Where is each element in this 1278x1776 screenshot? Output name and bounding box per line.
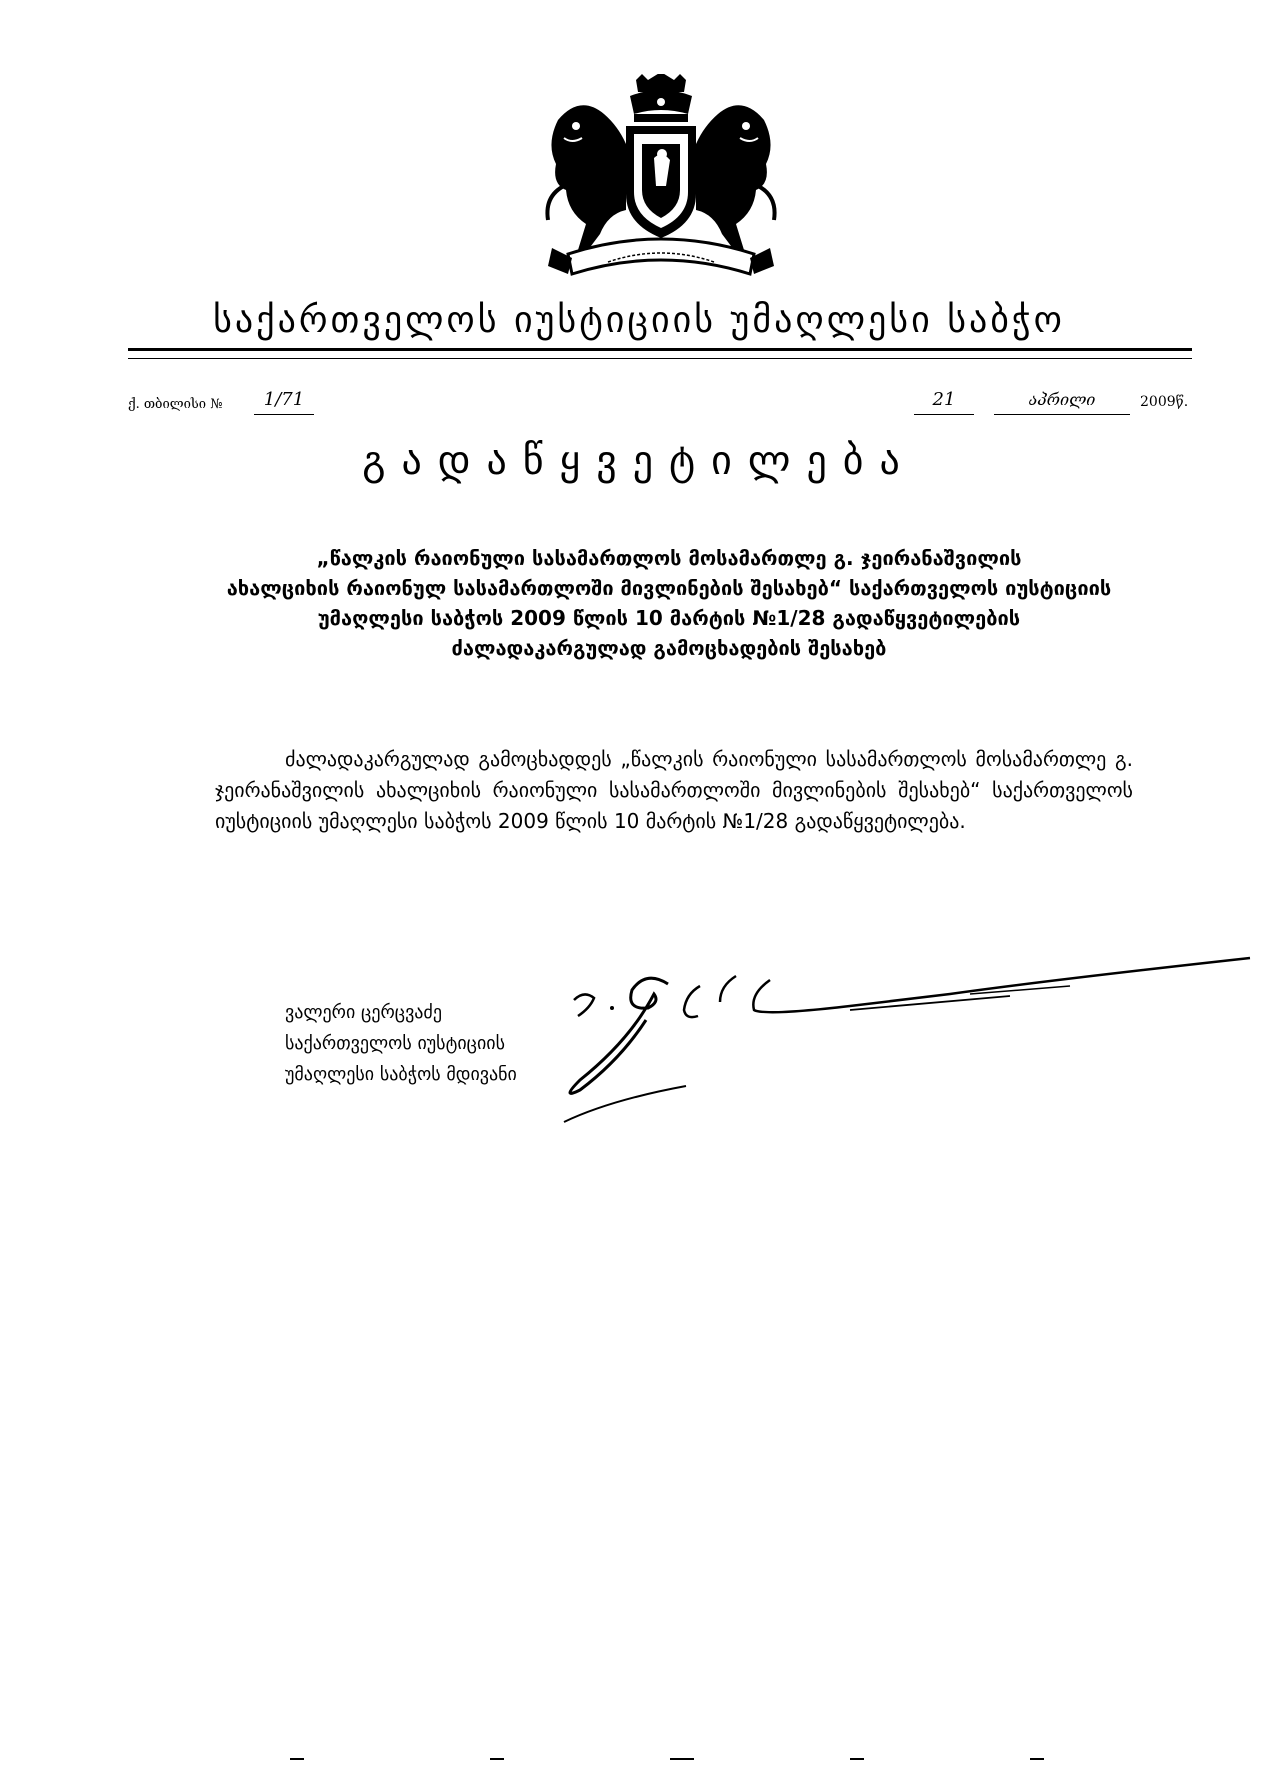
handwritten-signature: [550, 950, 1270, 1130]
document-date: [906, 386, 1196, 414]
header-rule-thin: [128, 358, 1192, 359]
signer-title-line: უმაღლესი საბჭოს მდივანი: [285, 1064, 517, 1085]
signer-title-line: საქართველოს იუსტიციის: [285, 1033, 505, 1054]
signer-block: [285, 997, 517, 1090]
decision-body: ძალადაკარგულად გამოცხადდეს „წალკის რაიონული სასამართლოს მოსამართლე გ. ჯეირანაშვილის ახალციხის რაიონული სასამართლოში მივლინების შესახებ“ საქართველოს იუსტიციის უმაღლესი საბჭოს 2009 წლის 10 მარტის №1/28 გადაწყვეტილება.: [215, 747, 1133, 833]
document-number-label: ქ. თბილისი №: [128, 397, 223, 412]
date-year: 2009წ.: [1140, 394, 1189, 410]
document-number: 1/71: [254, 386, 314, 415]
heading-line: უმაღლესი საბჭოს 2009 წლის 10 მარტის №1/28 გადაწყვეტილების: [317, 606, 1021, 630]
signer-name: ვალერი ცერცვაძე: [285, 1002, 442, 1023]
heading-line: ძალადაკარგულად გამოცხადების შესახებ: [451, 636, 887, 660]
header-rule-thick: [128, 348, 1192, 351]
heading-line: „წალკის რაიონული სასამართლოს მოსამართლე გ. ჯეირანაშვილის: [316, 546, 1022, 570]
decision-heading: [180, 543, 1158, 663]
date-month: აპრილი: [994, 386, 1130, 415]
institution-title: საქართველოს იუსტიციის უმაღლესი საბჭო: [213, 300, 1065, 341]
scan-edge-marks: [0, 1748, 1278, 1768]
document-type-title: გადაწყვეტილება: [362, 438, 916, 484]
date-day: 21: [914, 386, 974, 415]
coat-of-arms-emblem: [538, 74, 784, 284]
heading-line: ახალციხის რაიონულ სასამართლოში მივლინების შესახებ“ საქართველოს იუსტიციის: [226, 576, 1112, 600]
